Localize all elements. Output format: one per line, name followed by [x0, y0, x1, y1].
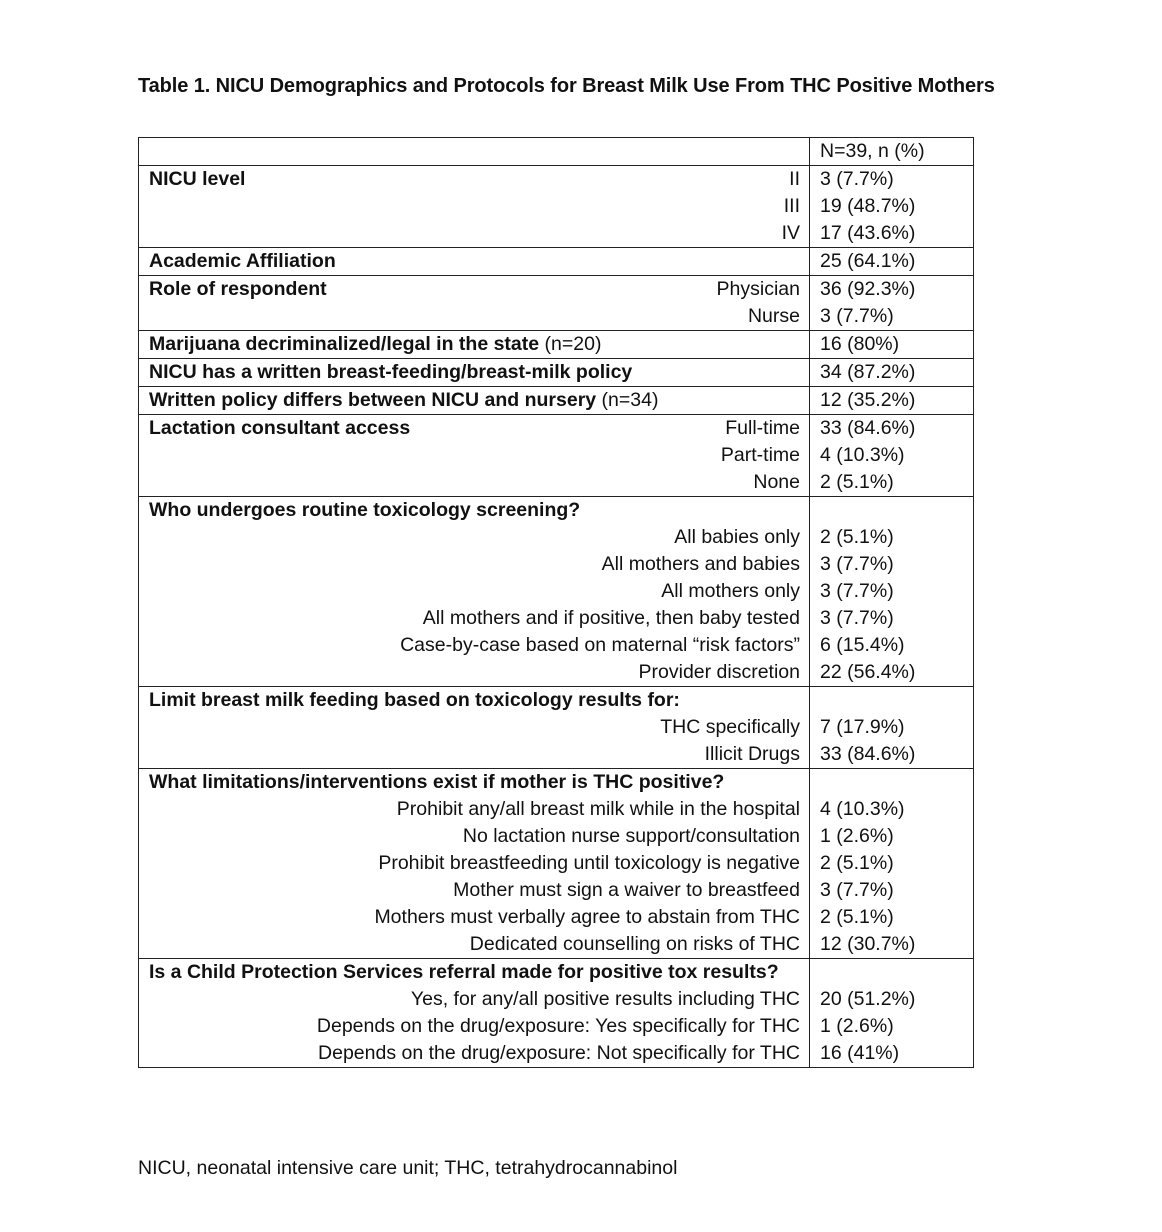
row-value: 4 (10.3%): [810, 442, 974, 469]
row-value: 3 (7.7%): [810, 877, 974, 904]
row-sublabel: Prohibit breastfeeding until toxicology is negative: [139, 850, 810, 877]
row-value: 2 (5.1%): [810, 524, 974, 551]
group-label-text: Written policy differs between NICU and nursery: [149, 389, 597, 411]
group-header-row: [139, 959, 974, 987]
row-value: 19 (48.7%): [810, 193, 974, 220]
group-header-row: [139, 331, 974, 359]
empty-subcell: [699, 248, 810, 276]
table-row: [139, 469, 974, 497]
row-sublabel: Case-by-case based on maternal “risk factors”: [139, 632, 810, 659]
group-label-note: (n=34): [596, 389, 659, 411]
table-row: [139, 986, 974, 1013]
empty-label-cell: [139, 220, 699, 248]
table-row: [139, 1040, 974, 1068]
table-row: [139, 823, 974, 850]
header-empty-subcell: [699, 138, 810, 166]
row-sublabel: Depends on the drug/exposure: Yes specifically for THC: [139, 1013, 810, 1040]
table-header-row: [139, 138, 974, 166]
group-label: [139, 359, 699, 387]
group-value: 16 (80%): [810, 331, 974, 359]
row-value: 16 (41%): [810, 1040, 974, 1068]
table-title: Table 1. NICU Demographics and Protocols for Breast Milk Use From THC Positive Mothers: [138, 75, 995, 97]
group-label: [139, 276, 699, 304]
row-value: 3 (7.7%): [810, 605, 974, 632]
empty-subcell: [699, 387, 810, 415]
row-value: 2 (5.1%): [810, 850, 974, 877]
group-label: [139, 415, 699, 443]
group-label-text: Lactation consultant access: [149, 417, 411, 439]
group-label: What limitations/interventions exist if mother is THC positive?: [139, 769, 810, 797]
group-label: [139, 331, 699, 359]
header-empty-cell: [139, 138, 699, 166]
row-sublabel: Prohibit any/all breast milk while in the hospital: [139, 796, 810, 823]
group-label-text: Academic Affiliation: [149, 250, 336, 272]
row-value: 33 (84.6%): [810, 415, 974, 443]
group-header-row: [139, 359, 974, 387]
row-sublabel: No lactation nurse support/consultation: [139, 823, 810, 850]
group-label: Who undergoes routine toxicology screening?: [139, 497, 810, 525]
table-row: [139, 904, 974, 931]
row-sublabel: Full-time: [699, 415, 810, 443]
row-sublabel: Mothers must verbally agree to abstain from THC: [139, 904, 810, 931]
row-sublabel: All babies only: [139, 524, 810, 551]
group-header-row: [139, 248, 974, 276]
group-value: [810, 497, 974, 525]
row-sublabel: II: [699, 166, 810, 194]
row-value: 2 (5.1%): [810, 904, 974, 931]
table-body: [139, 138, 974, 1068]
group-value: 34 (87.2%): [810, 359, 974, 387]
row-value: 3 (7.7%): [810, 551, 974, 578]
group-label-text: Marijuana decriminalized/legal in the state: [149, 333, 540, 355]
table-footnote: NICU, neonatal intensive care unit; THC, tetrahydrocannabinol: [138, 1157, 678, 1179]
empty-label-cell: [139, 193, 699, 220]
row-sublabel: Depends on the drug/exposure: Not specifically for THC: [139, 1040, 810, 1068]
table-row: [139, 632, 974, 659]
group-header-row: [139, 166, 974, 194]
row-sublabel: Illicit Drugs: [139, 741, 810, 769]
group-value: 12 (35.2%): [810, 387, 974, 415]
table-row: [139, 442, 974, 469]
row-value: 6 (15.4%): [810, 632, 974, 659]
group-header-row: [139, 276, 974, 304]
row-sublabel: Mother must sign a waiver to breastfeed: [139, 877, 810, 904]
group-label: [139, 248, 699, 276]
group-header-row: [139, 415, 974, 443]
empty-label-cell: [139, 442, 699, 469]
row-sublabel: Part-time: [720, 444, 800, 466]
row-value: 1 (2.6%): [810, 823, 974, 850]
table-row: [139, 578, 974, 605]
row-value: 4 (10.3%): [810, 796, 974, 823]
table-row: [139, 605, 974, 632]
empty-subcell: [699, 331, 810, 359]
column-header: N=39, n (%): [810, 138, 974, 166]
row-value: 3 (7.7%): [810, 166, 974, 194]
group-label: [139, 387, 699, 415]
row-sublabel: III: [783, 195, 800, 217]
table-row: [139, 796, 974, 823]
group-label: [139, 166, 699, 194]
row-value: 1 (2.6%): [810, 1013, 974, 1040]
table-row: [139, 524, 974, 551]
row-value: 12 (30.7%): [810, 931, 974, 959]
row-sublabel: None: [753, 471, 800, 493]
group-header-row: [139, 769, 974, 797]
group-label: Limit breast milk feeding based on toxicology results for:: [139, 687, 810, 715]
row-value: 7 (17.9%): [810, 714, 974, 741]
empty-subcell: [699, 359, 810, 387]
empty-label-cell: [139, 469, 699, 497]
group-value: [810, 959, 974, 987]
group-value: 25 (64.1%): [810, 248, 974, 276]
row-sublabel: All mothers and if positive, then baby tested: [139, 605, 810, 632]
group-label-note: (n=20): [539, 333, 602, 355]
row-sublabel: Physician: [699, 276, 810, 304]
group-header-row: [139, 387, 974, 415]
table-row: [139, 193, 974, 220]
table-row: [139, 659, 974, 687]
row-value: 22 (56.4%): [810, 659, 974, 687]
table-row: [139, 741, 974, 769]
row-sublabel: All mothers and babies: [139, 551, 810, 578]
group-label-text: NICU has a written breast-feeding/breast-milk policy: [149, 361, 633, 383]
table-row: [139, 877, 974, 904]
group-label-text: Role of respondent: [149, 278, 327, 300]
empty-label-cell: [139, 303, 699, 331]
group-header-row: [139, 687, 974, 715]
table-row: [139, 303, 974, 331]
table-row: [139, 850, 974, 877]
row-sublabel: Provider discretion: [139, 659, 810, 687]
group-header-row: [139, 497, 974, 525]
row-value: 3 (7.7%): [810, 303, 974, 331]
row-sublabel: IV: [781, 222, 800, 244]
table-row: [139, 1013, 974, 1040]
row-value: 33 (84.6%): [810, 741, 974, 769]
row-value: 20 (51.2%): [810, 986, 974, 1013]
row-value: 36 (92.3%): [810, 276, 974, 304]
table-row: [139, 931, 974, 959]
row-sublabel: THC specifically: [139, 714, 810, 741]
table-row: [139, 220, 974, 248]
row-value: 3 (7.7%): [810, 578, 974, 605]
row-value: 2 (5.1%): [810, 469, 974, 497]
group-value: [810, 769, 974, 797]
table-row: [139, 714, 974, 741]
row-sublabel: Yes, for any/all positive results including THC: [139, 986, 810, 1013]
group-value: [810, 687, 974, 715]
table-row: [139, 551, 974, 578]
row-sublabel: All mothers only: [139, 578, 810, 605]
row-sublabel: Nurse: [747, 305, 800, 327]
group-label-text: NICU level: [149, 168, 246, 190]
group-label: Is a Child Protection Services referral made for positive tox results?: [139, 959, 810, 987]
row-sublabel: Dedicated counselling on risks of THC: [139, 931, 810, 959]
row-value: 17 (43.6%): [810, 220, 974, 248]
demographics-table: [138, 137, 974, 1068]
